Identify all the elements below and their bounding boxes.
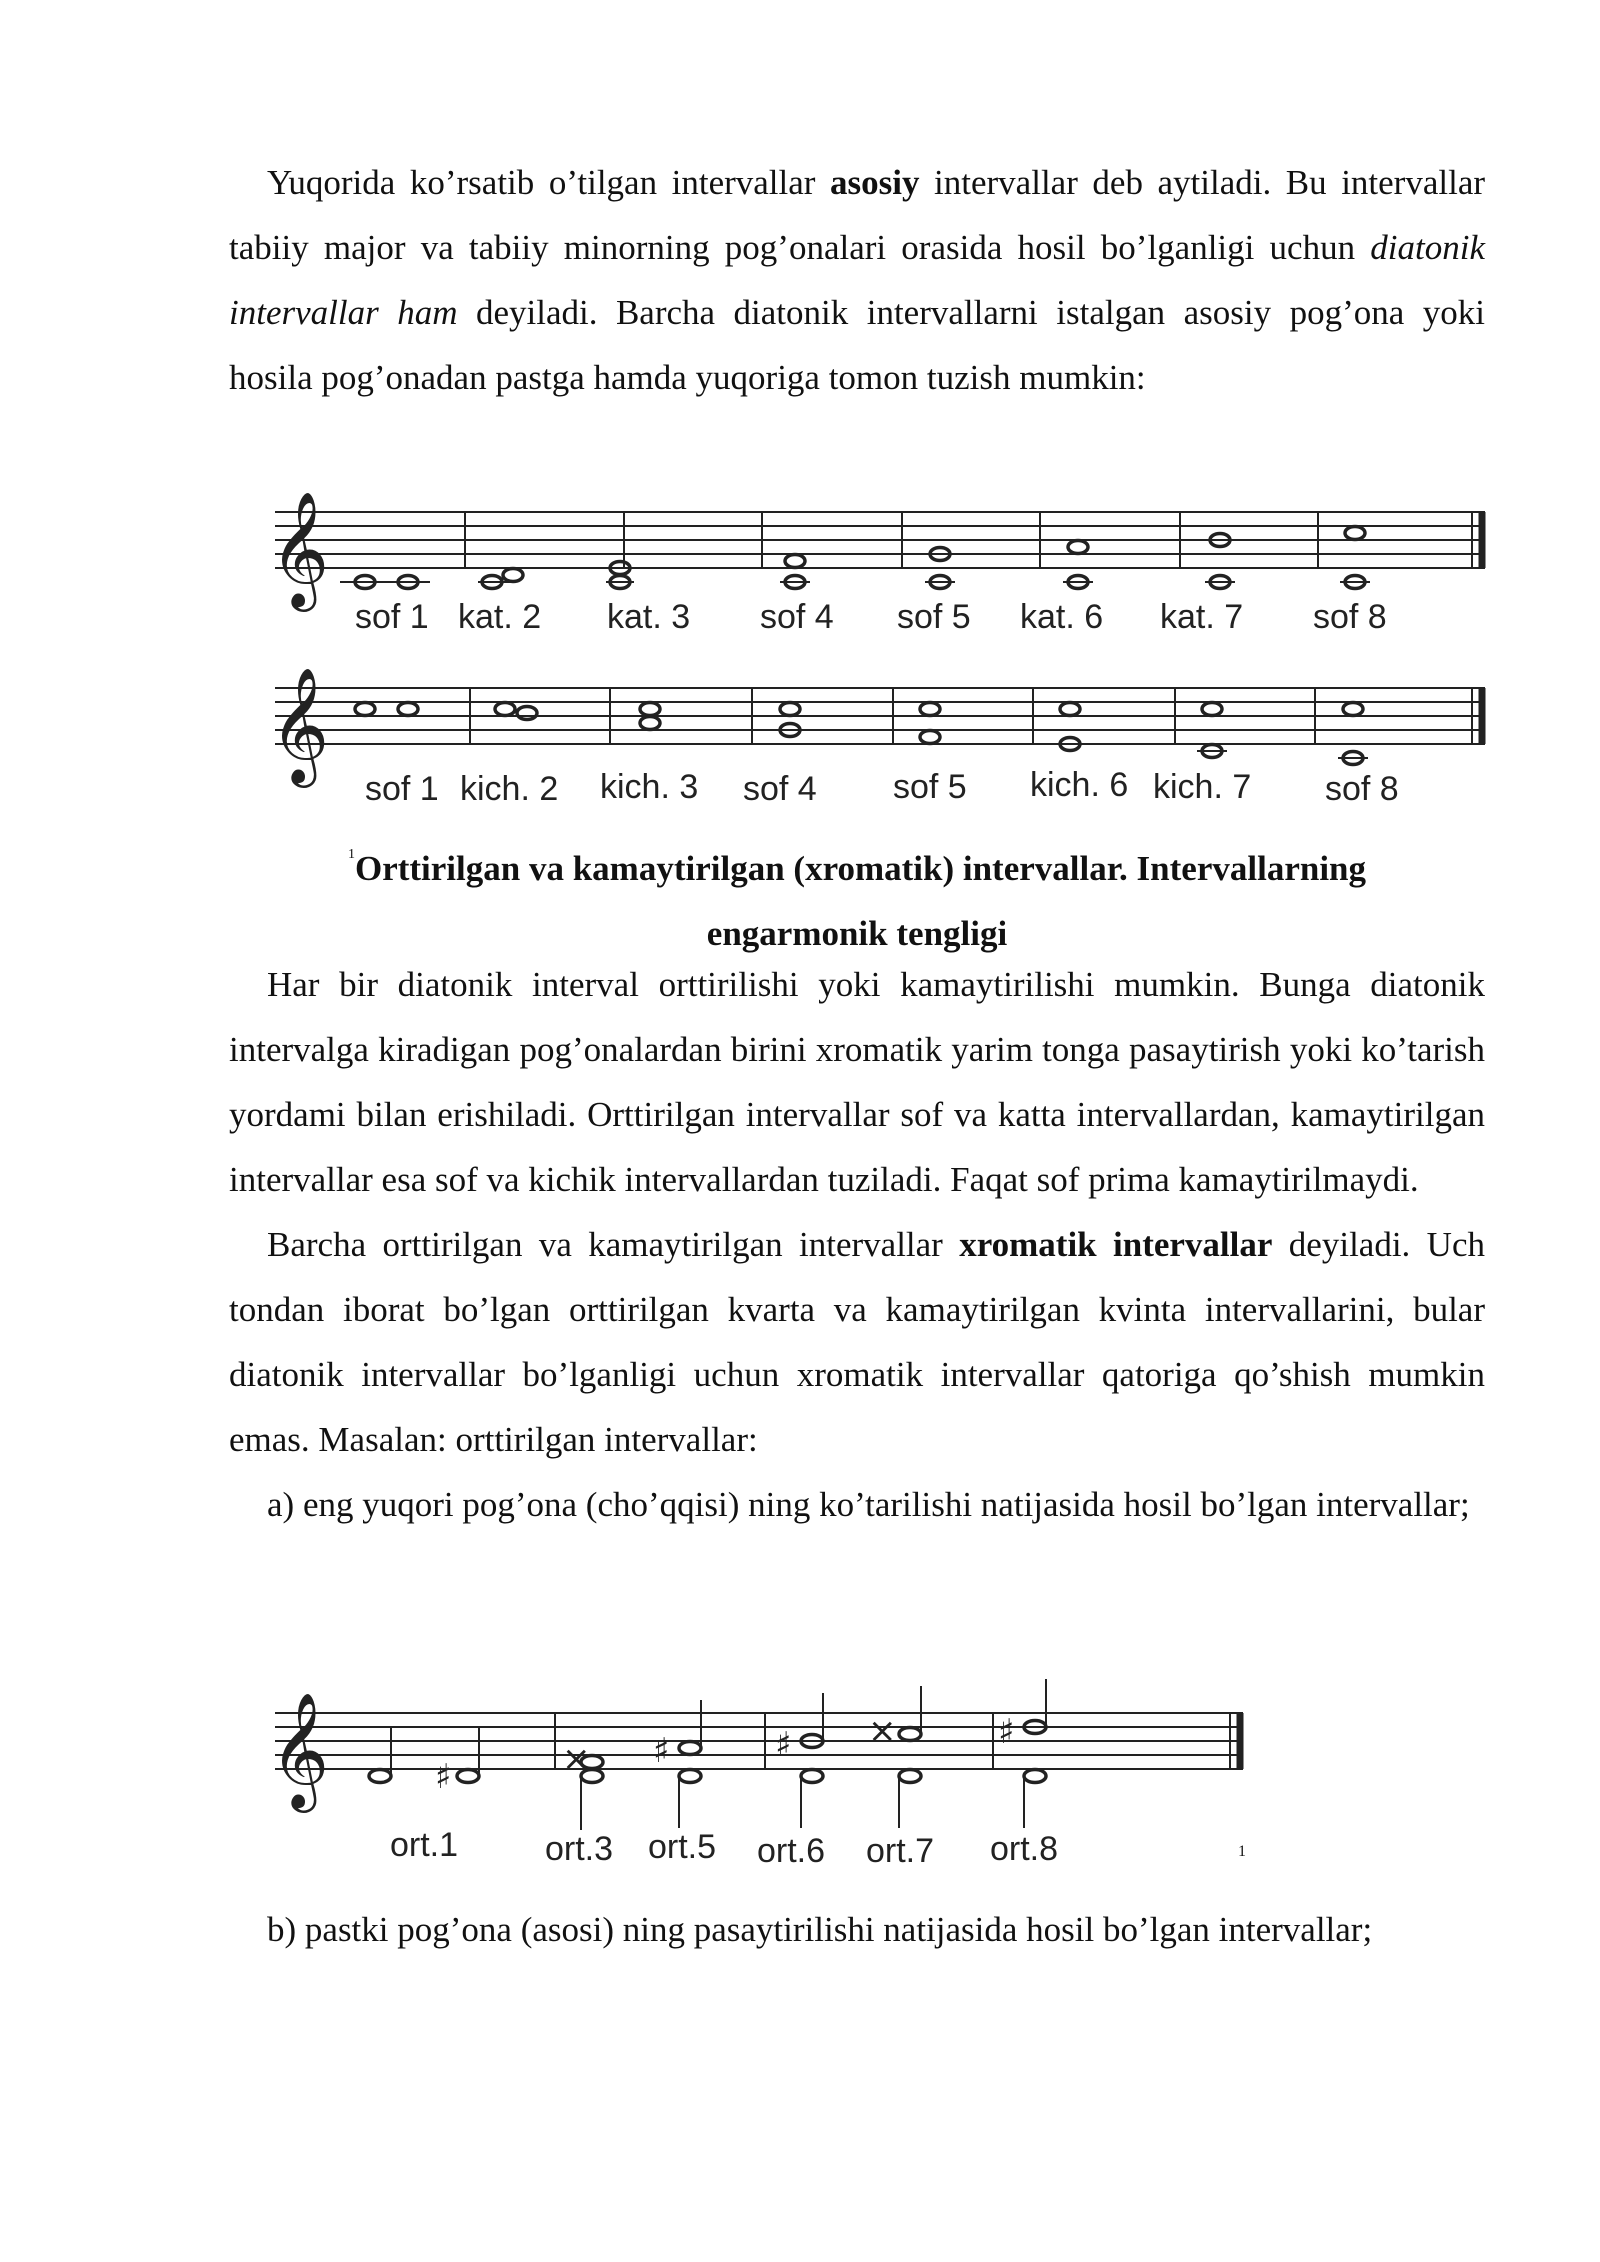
whole-note-icon (1345, 527, 1365, 540)
para1-italic: diatonik intervallar ham (229, 228, 1485, 332)
treble-clef-icon: 𝄞 (270, 1691, 330, 1808)
interval-label: ort.1 (390, 1826, 459, 1864)
section-heading (229, 822, 1485, 966)
whole-note-icon (1343, 703, 1363, 716)
interval-label: sof 8 (1313, 598, 1387, 636)
staff-augmented-intervals (270, 1679, 1246, 1870)
interval-label: sof 8 (1325, 770, 1399, 808)
para3-text-b: deyiladi. Uch tondan iborat bo’lgan orttirilgan kvarta va kamaytirilgan kvinta intervallarini, bular diatonik intervallar bo’lganligi uchun xromatik intervallar qatoriga qo’shish mumkin emas. Masalan: orttirilgan intervallar: (229, 1225, 1485, 1459)
paragraph-item-a: a) eng yuqori pog’ona (cho’qqisi) ning ko’tarilishi natijasida hosil bo’lgan intervallar; (267, 1485, 1470, 1524)
double-sharp-icon: × (868, 1711, 897, 1751)
whole-note-icon (640, 717, 660, 730)
half-note-icon (679, 1742, 701, 1755)
whole-note-icon (1202, 703, 1222, 716)
interval-label: ort.5 (648, 1828, 717, 1866)
half-note-icon (899, 1728, 921, 1741)
interval-label: sof 4 (743, 770, 817, 808)
interval-labels (355, 598, 1387, 636)
heading-text-1: Orttirilgan va kamaytirilgan (xromatik) intervallar. Intervallarning (354, 849, 1367, 888)
whole-note-icon (355, 703, 375, 716)
whole-note-icon (495, 703, 515, 716)
whole-note-icon (640, 703, 660, 716)
heading-line-2: engarmonik tengligi (706, 914, 1008, 953)
staff-lines (275, 1713, 1243, 1769)
half-note-icon (1024, 1770, 1046, 1783)
notes (340, 527, 1370, 589)
staff-lines (275, 512, 1485, 568)
footnote-marker: 1 (1238, 1843, 1246, 1860)
interval-label: kat. 6 (1020, 598, 1104, 636)
interval-label: sof 5 (893, 768, 967, 806)
interval-label: sof 5 (897, 598, 971, 636)
interval-label: kich. 2 (460, 770, 559, 808)
paragraph-chromatic-def (229, 1212, 1485, 1472)
interval-label: ort.7 (866, 1832, 935, 1870)
notes (355, 703, 1368, 765)
interval-label: kat. 3 (607, 598, 691, 636)
half-note-icon (369, 1770, 391, 1783)
whole-note-icon (1060, 703, 1080, 716)
interval-label: kich. 3 (600, 768, 699, 806)
staff-minor-intervals (270, 666, 1485, 808)
sharp-icon: ♯ (998, 1712, 1015, 1752)
interval-label: kat. 7 (1160, 598, 1244, 636)
whole-note-icon (785, 555, 805, 568)
whole-note-icon (780, 703, 800, 716)
treble-clef-icon: 𝄞 (270, 666, 330, 783)
whole-note-icon (398, 703, 418, 716)
whole-note-icon (517, 707, 537, 720)
para1-text-a: Yuqorida ko’rsatib o’tilgan intervallar (267, 163, 831, 202)
heading-line-1 (229, 822, 1485, 901)
footnote-superscript: 1 (347, 847, 355, 862)
text-block-2 (229, 952, 1485, 1537)
half-note-icon (899, 1770, 921, 1783)
half-note-icon (457, 1770, 479, 1783)
interval-label: sof 1 (355, 598, 429, 636)
half-note-icon (801, 1770, 823, 1783)
paragraph-chromatic-intro: Har bir diatonik interval orttirilishi yoki kamaytirilishi mumkin. Bunga diatonik intervalga kiradigan pog’onalardan birini xromatik yarim tonga pasaytirish yoki ko’tarish yordami bilan erishiladi. Orttirilgan intervallar sof va katta intervallardan, kamaytirilgan intervallar esa sof va kichik intervallardan tuziladi. Faqat sof prima kamaytirilmaydi. (229, 965, 1485, 1199)
para3-text-a: Barcha orttirilgan va kamaytirilgan intervallar (267, 1225, 960, 1264)
whole-note-icon (920, 703, 940, 716)
interval-label: sof 1 (365, 770, 439, 808)
para1-text-b: intervallar deb aytiladi. Bu intervallar tabiiy major va tabiiy minorning pog’onalari orasida hosil bo’lganligi uchun (229, 163, 1486, 267)
para1-bold: asosiy (830, 163, 920, 202)
whole-note-icon (1068, 541, 1088, 554)
sharp-icon: ♯ (775, 1725, 792, 1765)
interval-label: ort.6 (757, 1832, 826, 1870)
double-sharp-icon: × (562, 1739, 591, 1779)
interval-label: kich. 7 (1153, 768, 1252, 806)
para1-text-c: deyiladi. Barcha diatonik intervallarni istalgan asosiy pog’ona yoki hosila pog’onadan pastga hamda yuqoriga tomon tuzish mumkin: (229, 293, 1486, 397)
interval-label: kich. 6 (1030, 766, 1129, 804)
interval-label: ort.8 (990, 1830, 1059, 1868)
paragraph-item-b: b) pastki pog’ona (asosi) ning pasaytirilishi natijasida hosil bo’lgan intervallar; (267, 1910, 1373, 1949)
whole-note-icon (503, 569, 523, 582)
whole-note-icon (920, 731, 940, 744)
treble-clef-icon: 𝄞 (270, 490, 330, 607)
half-note-icon (679, 1770, 701, 1783)
interval-label: ort.3 (545, 1830, 614, 1868)
text-block-3 (229, 1897, 1485, 1962)
staff-major-intervals (270, 490, 1485, 636)
interval-labels (365, 766, 1399, 808)
sharp-icon: ♯ (653, 1731, 670, 1771)
interval-label: sof 4 (760, 598, 834, 636)
staff-lines (275, 688, 1485, 744)
interval-label: kat. 2 (458, 598, 542, 636)
interval-labels (390, 1826, 1246, 1870)
sharp-icon: ♯ (435, 1757, 452, 1797)
para3-bold: xromatik intervallar (959, 1225, 1273, 1264)
